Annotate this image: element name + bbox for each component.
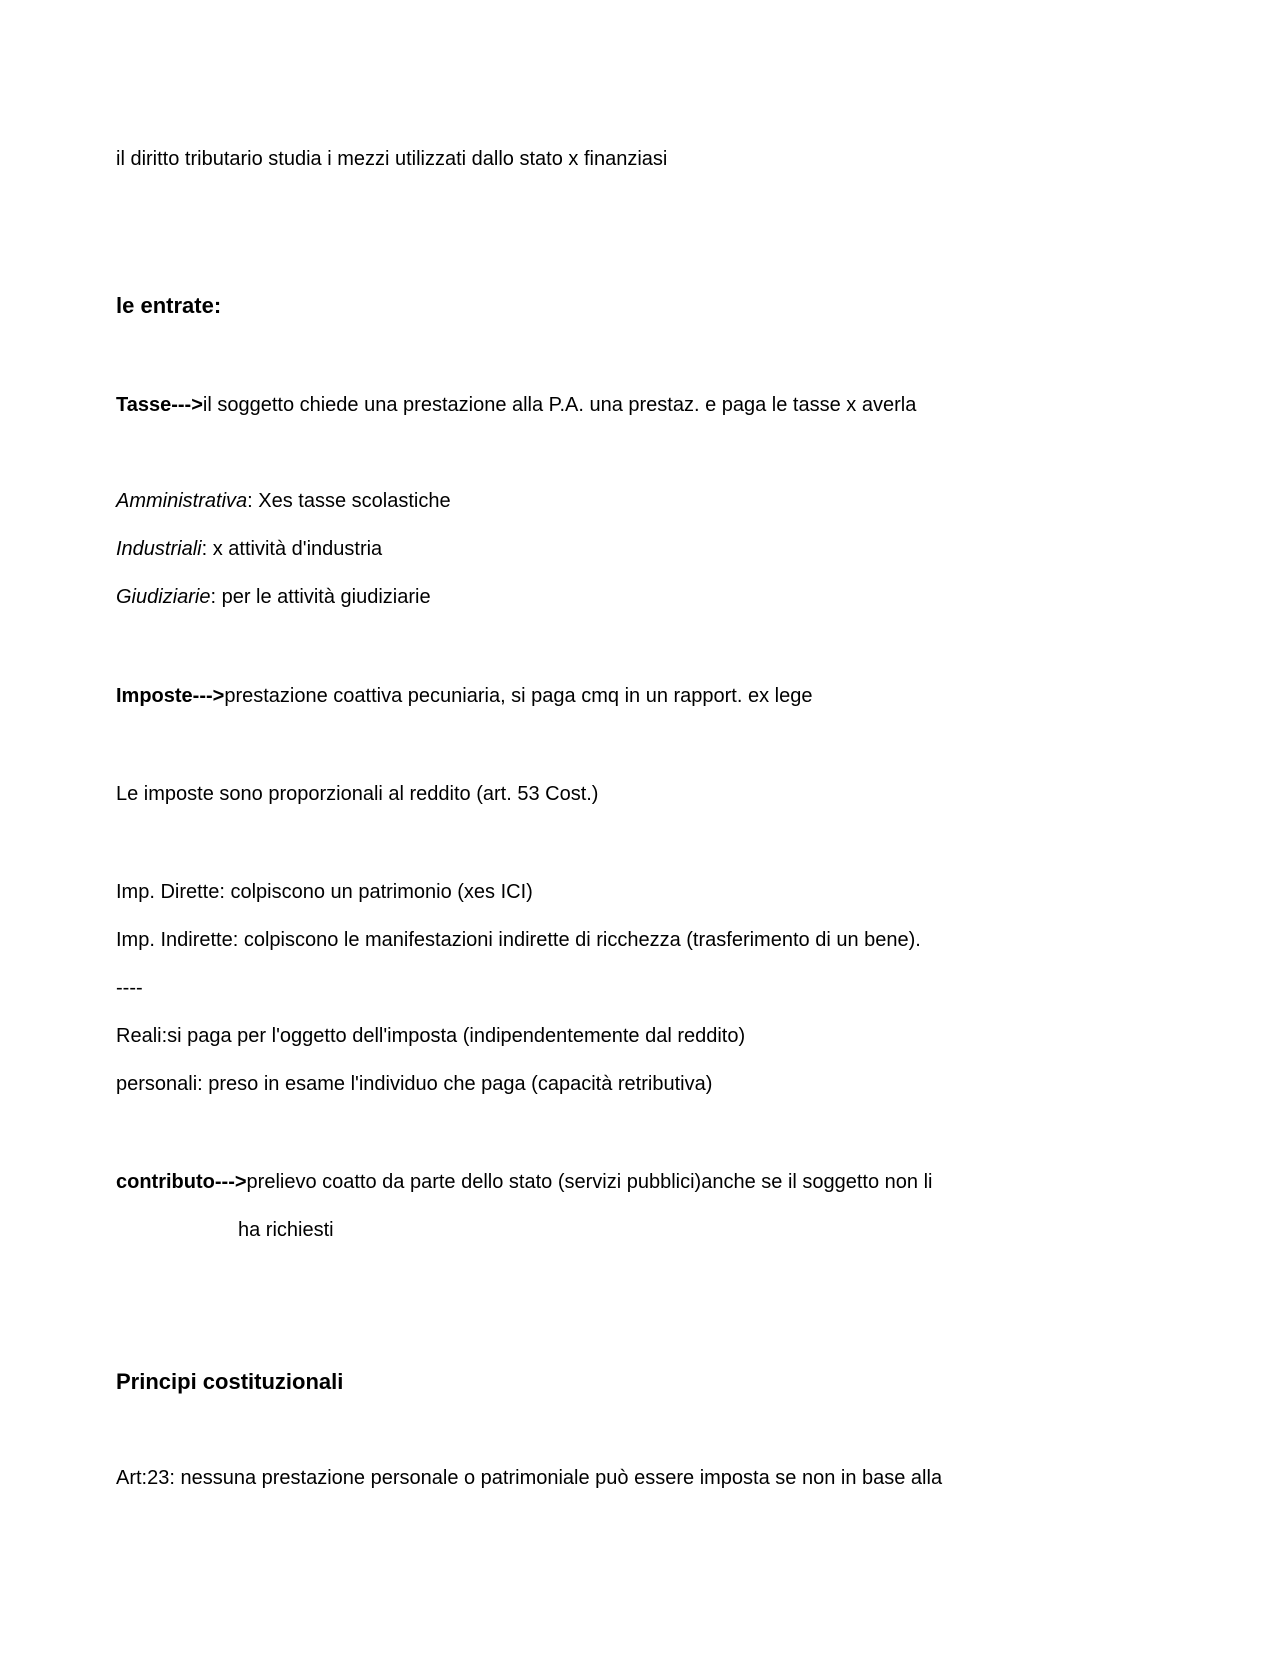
tasse-paragraph xyxy=(116,392,916,418)
contributo-text: prelievo coatto da parte dello stato (servizi pubblici)anche se il soggetto non li xyxy=(246,1171,933,1193)
imposte-label: Imposte---> xyxy=(116,685,225,707)
tasse-type-text: : per le attività giudiziarie xyxy=(210,586,431,608)
contributo-paragraph xyxy=(116,1169,932,1195)
reali-paragraph: Reali:si paga per l'oggetto dell'imposta (indipendentemente dal reddito) xyxy=(116,1025,746,1047)
heading-entrate: le entrate: xyxy=(116,293,222,318)
intro-paragraph: il diritto tributario studia i mezzi utilizzati dallo stato x finanziasi xyxy=(116,148,668,170)
art23-paragraph: Art:23: nessuna prestazione personale o patrimoniale può essere imposta se non in base alla xyxy=(116,1467,943,1489)
contributo-label: contributo---> xyxy=(116,1171,247,1193)
imposte-text: prestazione coattiva pecuniaria, si paga cmq in un rapport. ex lege xyxy=(224,685,813,707)
personali-paragraph: personali: preso in esame l'individuo che paga (capacità retributiva) xyxy=(116,1073,713,1095)
imp-indirette: Imp. Indirette: colpiscono le manifestazioni indirette di ricchezza (trasferimento di un bene). xyxy=(116,929,921,951)
tasse-label: Tasse---> xyxy=(116,394,203,416)
tasse-type-industriali xyxy=(116,536,382,562)
contributo-continuation: ha richiesti xyxy=(238,1219,334,1241)
tasse-type-term: Industriali xyxy=(116,538,202,560)
tasse-type-text: : Xes tasse scolastiche xyxy=(247,490,451,512)
separator: ---- xyxy=(116,977,143,999)
tasse-type-giudiziarie xyxy=(116,584,431,610)
tasse-type-amministrativa xyxy=(116,488,451,514)
imposte-proporzionali: Le imposte sono proporzionali al reddito (art. 53 Cost.) xyxy=(116,783,599,805)
tasse-type-term: Amministrativa xyxy=(116,490,248,512)
imposte-paragraph xyxy=(116,683,812,709)
heading-principi: Principi costituzionali xyxy=(116,1369,344,1394)
imp-dirette: Imp. Dirette: colpiscono un patrimonio (xes ICI) xyxy=(116,881,533,903)
tasse-type-text: : x attività d'industria xyxy=(201,538,383,560)
tasse-text: il soggetto chiede una prestazione alla P.A. una prestaz. e paga le tasse x averla xyxy=(202,394,917,416)
tasse-type-term: Giudiziarie xyxy=(116,586,211,608)
